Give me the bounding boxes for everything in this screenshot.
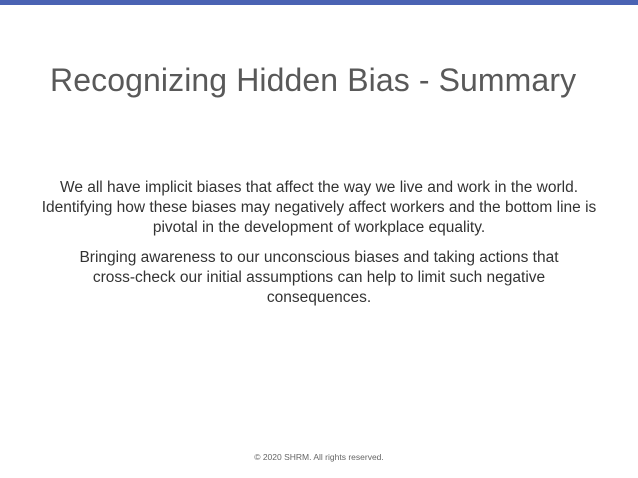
body-paragraph-2: Bringing awareness to our unconscious biases and taking actions that cross-check our initial assumptions can help to limit such negative consequences. xyxy=(79,249,559,306)
copyright-footer: © 2020 SHRM. All rights reserved. xyxy=(254,452,384,462)
top-accent-bar xyxy=(0,0,638,5)
slide-body xyxy=(40,178,598,308)
body-paragraph-1: We all have implicit biases that affect the way we live and work in the world. Identifying how these biases may negatively affect workers and the bottom line is pivotal in the development of workplace equality. xyxy=(41,179,597,236)
slide-title: Recognizing Hidden Bias - Summary xyxy=(50,62,577,98)
